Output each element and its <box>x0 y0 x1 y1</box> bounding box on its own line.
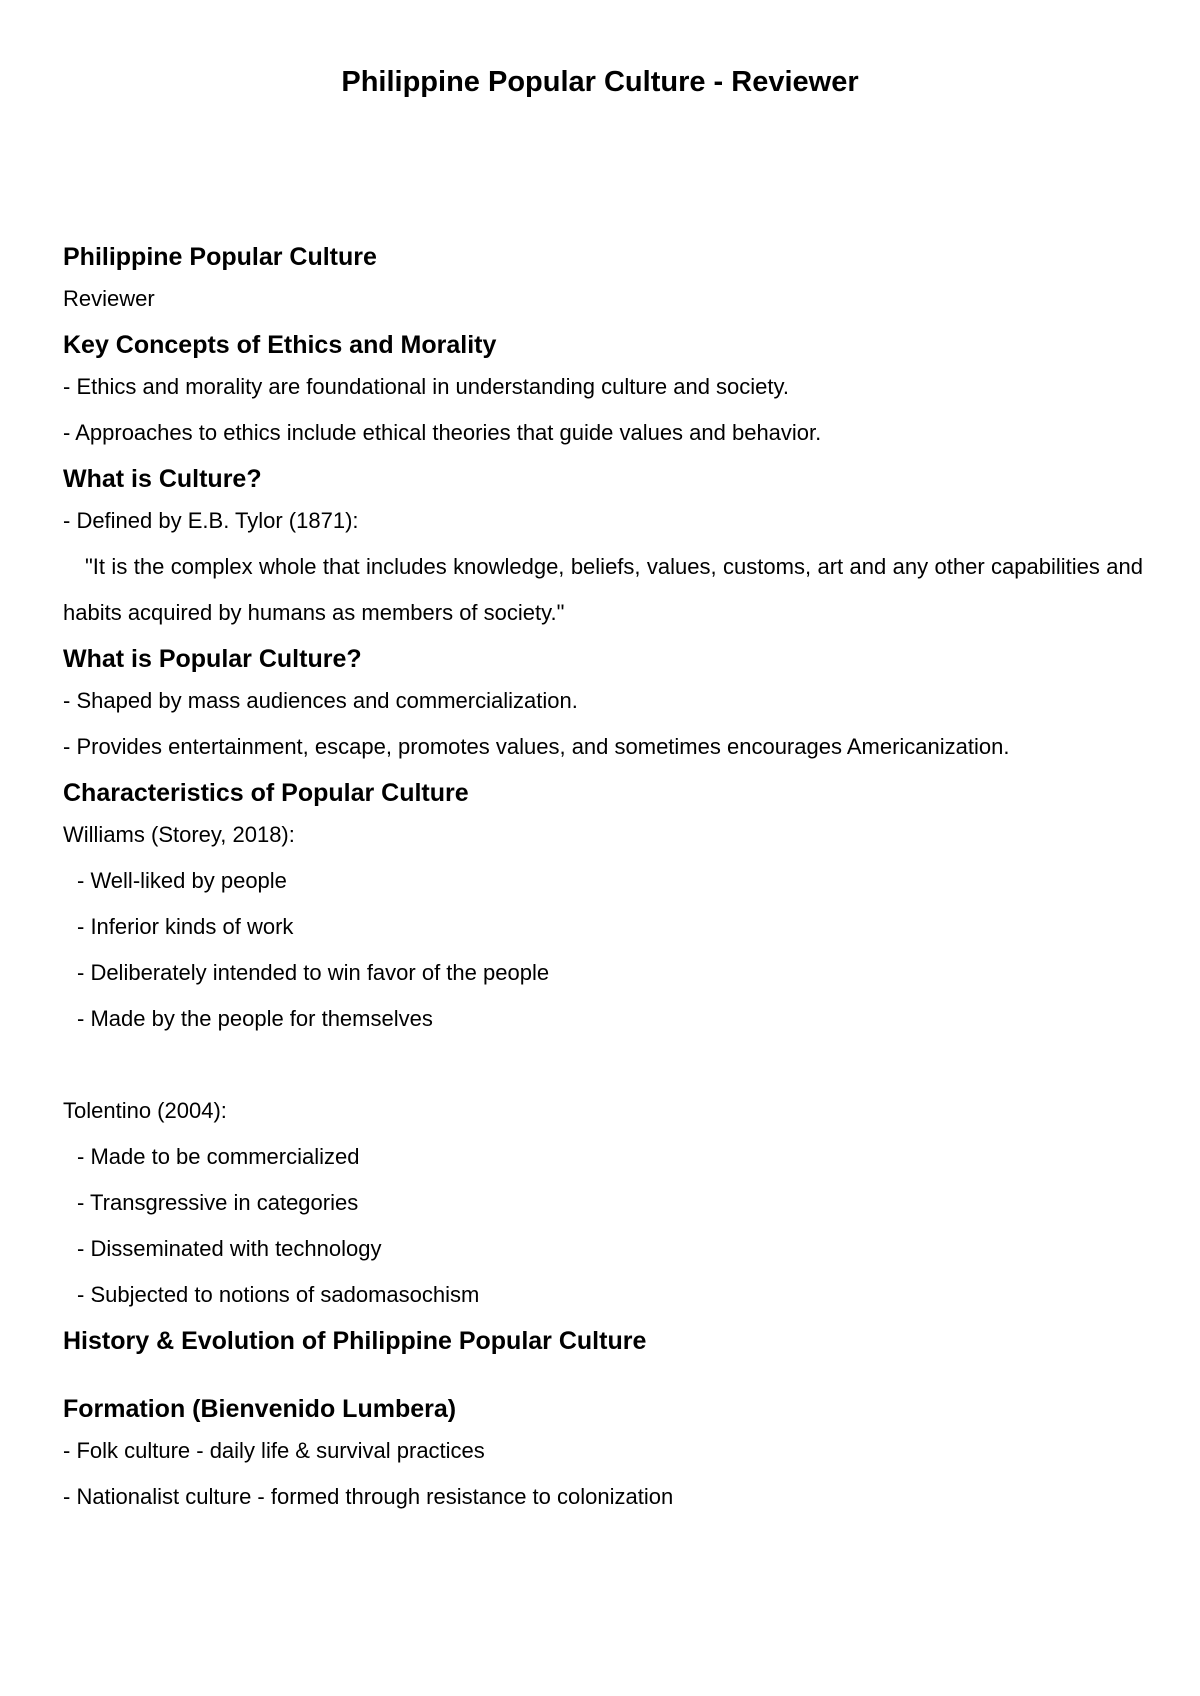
subtitle-reviewer: Reviewer <box>63 286 155 311</box>
heading-ethics-morality: Key Concepts of Ethics and Morality <box>63 331 497 359</box>
ethics-line-1: - Ethics and morality are foundational in understanding culture and society. <box>63 374 790 399</box>
popular-line-2: - Provides entertainment, escape, promotes values, and sometimes encourages Americanization. <box>63 734 1010 759</box>
heading-philippine-popular-culture: Philippine Popular Culture <box>63 243 377 271</box>
tolentino-label: Tolentino (2004): <box>63 1098 227 1123</box>
culture-quote: "It is the complex whole that includes knowledge, beliefs, values, customs, art and any other capabilities and habits acquired by humans as members of society." <box>63 554 1143 625</box>
heading-characteristics: Characteristics of Popular Culture <box>63 779 469 807</box>
tolentino-item-4: - Subjected to notions of sadomasochism <box>77 1282 480 1307</box>
popular-line-1: - Shaped by mass audiences and commercialization. <box>63 688 578 713</box>
heading-formation: Formation (Bienvenido Lumbera) <box>63 1395 457 1423</box>
heading-what-is-culture: What is Culture? <box>63 465 262 493</box>
tolentino-item-1: - Made to be commercialized <box>77 1144 360 1169</box>
blank-spacer <box>63 1042 1137 1088</box>
document-title: Philippine Popular Culture - Reviewer <box>341 66 859 98</box>
williams-item-3: - Deliberately intended to win favor of the people <box>77 960 550 985</box>
williams-item-1: - Well-liked by people <box>77 868 287 893</box>
ethics-line-2: - Approaches to ethics include ethical theories that guide values and behavior. <box>63 420 822 445</box>
culture-definition-line: - Defined by E.B. Tylor (1871): <box>63 508 359 533</box>
formation-line-2: - Nationalist culture - formed through resistance to colonization <box>63 1484 674 1509</box>
tolentino-item-3: - Disseminated with technology <box>77 1236 382 1261</box>
heading-history-evolution: History & Evolution of Philippine Popular Culture <box>63 1327 647 1355</box>
tolentino-item-2: - Transgressive in categories <box>77 1190 359 1215</box>
williams-label: Williams (Storey, 2018): <box>63 822 295 847</box>
williams-item-2: - Inferior kinds of work <box>77 914 294 939</box>
formation-line-1: - Folk culture - daily life & survival practices <box>63 1438 485 1463</box>
heading-what-is-popular-culture: What is Popular Culture? <box>63 645 362 673</box>
williams-item-4: - Made by the people for themselves <box>77 1006 433 1031</box>
